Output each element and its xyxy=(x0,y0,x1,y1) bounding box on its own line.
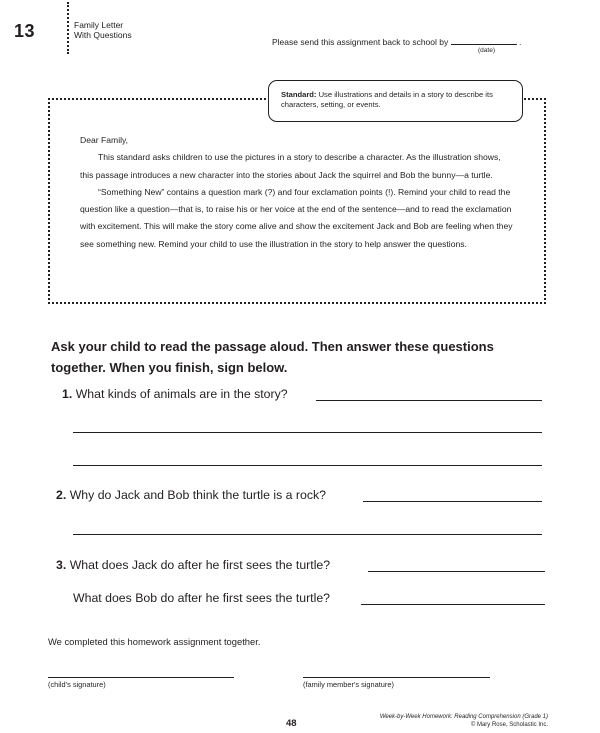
question-3-number: 3. xyxy=(56,558,67,572)
question-1-text: What kinds of animals are in the story? xyxy=(75,387,288,401)
question-3-text: What does Jack do after he first sees the turtle? xyxy=(69,558,331,572)
question-1 xyxy=(62,386,288,402)
family-signature-label: (family member's signature) xyxy=(303,680,394,689)
question-2-number: 2. xyxy=(56,488,67,502)
standard-text: Use illustrations and details in a story to describe its characters, setting, or events. xyxy=(281,90,493,109)
copyright: © Mary Rose, Scholastic Inc. xyxy=(470,722,548,728)
answer-line[interactable] xyxy=(368,571,545,572)
send-back-period: . xyxy=(519,37,522,47)
lesson-title-line2: With Questions xyxy=(74,30,132,40)
family-signature-line[interactable] xyxy=(303,677,490,678)
question-1-number: 1. xyxy=(62,387,73,401)
answer-line[interactable] xyxy=(73,432,542,433)
family-letter xyxy=(80,132,516,253)
answer-line[interactable] xyxy=(361,604,545,605)
answer-line[interactable] xyxy=(73,534,542,535)
child-signature-label: (child's signature) xyxy=(48,680,106,689)
answer-line[interactable] xyxy=(363,501,542,502)
question-2 xyxy=(56,487,326,503)
answer-line[interactable] xyxy=(73,465,542,466)
instructions: Ask your child to read the passage aloud. Then answer these questions together. When you finish, sign below. xyxy=(51,339,494,375)
letter-greeting: Dear Family, xyxy=(80,135,129,145)
answer-line[interactable] xyxy=(316,400,542,401)
question-2-text: Why do Jack and Bob think the turtle is a rock? xyxy=(69,488,327,502)
lesson-number: 13 xyxy=(14,21,36,41)
letter-paragraph-2: “Something New” contains a question mark (?) and four exclamation points (!). Remind your child to read the question like a question—that is, to raise his or her voice at the end of the sentence—and to read the exclamation with excitement. This will make the story come alive and show the excitement Jack and Bob are feeling when they see something new. Remind your child to use the illustration in the story to help answer the questions. xyxy=(80,186,513,249)
completion-statement: We completed this homework assignment together. xyxy=(48,636,261,647)
standard-label: Standard: xyxy=(281,90,317,99)
source-title: Week-by-Week Homework: Reading Comprehension (Grade 1) xyxy=(379,714,548,720)
send-back-instruction xyxy=(272,37,521,47)
question-3 xyxy=(56,557,330,573)
send-back-text: Please send this assignment back to school by xyxy=(272,37,449,47)
page-number: 48 xyxy=(286,718,297,729)
date-blank[interactable] xyxy=(451,44,517,45)
standard-callout xyxy=(268,80,523,122)
child-signature-line[interactable] xyxy=(48,677,234,678)
letter-paragraph-1: This standard asks children to use the pictures in a story to describe a character. As the illustration shows, this passage introduces a new character into the stories about Jack the squirrel and Bob the bunny—a turtle. xyxy=(80,152,501,180)
lesson-title-line1: Family Letter xyxy=(74,20,124,30)
lesson-title xyxy=(74,20,132,40)
header-divider xyxy=(67,2,69,54)
date-label: (date) xyxy=(478,47,495,54)
question-3-followup: What does Bob do after he first sees the turtle? xyxy=(73,591,331,605)
